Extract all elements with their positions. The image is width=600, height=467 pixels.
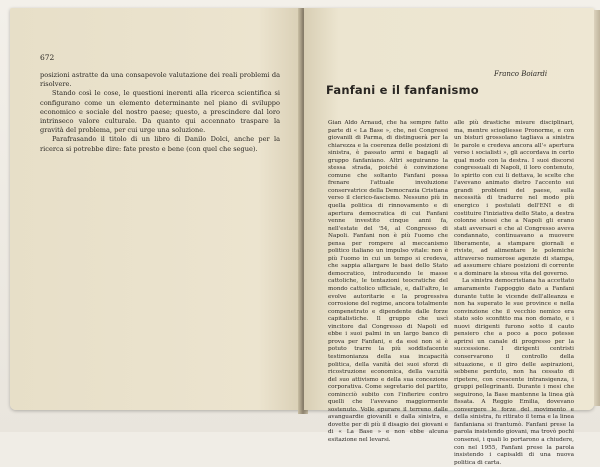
left-page (10, 8, 302, 410)
page-edges (594, 10, 600, 406)
open-book (10, 8, 598, 466)
page-number: 672 (40, 53, 55, 62)
article-column-1 (328, 120, 448, 445)
column-2-paragraph-1: alle più drastiche misure disciplinari, ma, mentre sciogliesse Pronorme, e con un bisturi grossolano tagliava a sinistra le parole e credeva ancora all'« apertura verso i socialisti », gli accordava in certo qual modo con la destra. I suoi discorsi congressuali di Napoli, il loro contenuto, lo spirito con cui li dettava, le scelte che l'avevano animato dietro l'accento sui grandi problemi del paese, sulla necessità di tradurre nel modo più energico i postulati dell'ENI e di costituire l'iniziativa dello Stato, a destra colonne stessi che a Napoli gli erano stati avversari e che al Congresso aveva condannato, continuavano a muovere liberamente, a stampare giornali e riviste, ad alimentare le polemiche attraverso numerose agenzie di stampa, ad assumere chiare posizioni di corrente e a dominare la stessa vita del governo. (454, 120, 574, 277)
left-paragraph-2: Stando così le cose, le questioni inerenti alla ricerca scientifica si configurano come un elemento determinante nel piano di sviluppo economico e sociale del nostro paese; questo, a prescindere dal loro intrinseco valore culturale. Da quanto qui accennato traspare la gravità del problema, per cui urge una soluzione. (40, 89, 280, 135)
left-paragraph-3: Parafrasando il titolo di un libro di Danilo Dolci, anche per la ricerca si potrebbe dire: fate presto e bene (con quel che segue). (40, 135, 280, 153)
article-title: Fanfani e il fanfanismo (326, 83, 479, 97)
article-column-2 (454, 120, 574, 467)
column-1-paragraph: Gian Aldo Arnaud, che ha sempre fatto parte di « La Base », che, nei Congressi giovanili di Parma, di distinguerà per la chiarezza e la coerenza delle posizioni di sinistra, è passato armi e bagagli al gruppo fanfaniano. Altri seguiranno la stessa strada, poiché è convinzione comune che soltanto Fanfani possa frenare l'attuale involuzione conservatrice della Democrazia Cristiana verso il clerico-fascismo. Nessuno più in quella politica di rinnovamento e di apertura democratica di cui Fanfani venne investito cinque anni fa, nell'estate del '54, al Congresso di Napoli. Fanfani non è più l'uomo che pensa per rompere al meccanismo politico italiano un impulso vitale: non è più l'uomo in cui un tempo si credeva, che sappia allargare le basi dello Stato democratico, introducendo le masse cattoliche, le tentazioni teocratiche del mondo cattolico ufficiale, e, dall'altro, le evolve autoritarie e la progressiva corrosione del regime, ancora totalmente compenetrato e dipendente dalle forze capitalistiche. Il gruppo che uscì vincitore dal Congresso di Napoli ed ebbe i suoi palmi in un largo banco di prova per Fanfani, e da essi non si è potuto trarre la più soddisfacente testimonianza della sua incapacità politica, della vanità dei suoi sforzi di ricostruzione economica, della vacuità del suo attivismo e della sua concezione corporativa. Come segretario del partito, comincciò subito con l'infierire contro quelli che l'avevano maggiormente sostenuto. Volle epurare il terreno dalle avanguardie giovanili e dalla sinistra, e dovette per di più il disagio dei giovani e di « La Base » e non ebbe alcuna esitazione nel levarsi. (328, 120, 448, 443)
left-paragraph-1: posizioni astratte da una consapevole valutazione dei reali problemi da risolvere. (40, 71, 280, 89)
column-2-paragraph-2: La sinistra democristiana ha accettato amaramente l'appoggio dato a Fanfani durante tutte le vicende dell'alleanza e non ha superato le sue province e nella convinzione che il vecchio nemico era stato solo sconfitto ma non domato, e i nuovi dirigenti furono sotto il cauto pensiero che a poco a poco potesse aprirsi un canale di progresso per la successione. I dirigenti centristi conservarono il controllo della situazione, e il giro delle aspirazioni, sebbene perduto, non ha cessato di ripetere, con crescente intransigenza, i gruppi pellegrinanti. Durante i mesi che seguirono, la Base mantenne la linea già fissata. A Reggio Emilia, dovevano convergere le forze del movimento e della sinistra, fu ritirato il tema e la linea fanfaniana si frantumò. Fanfani prese la parola insistendo giovani, ma trovò pochi consensi, i quali lo portarono a chiudere, con nel 1955, Fanfani prese la parola insistendo i capisaldi di una nuova politica di carta. (454, 278, 574, 466)
left-page-text (40, 71, 280, 154)
article-author: Franco Boiardi (494, 70, 548, 78)
